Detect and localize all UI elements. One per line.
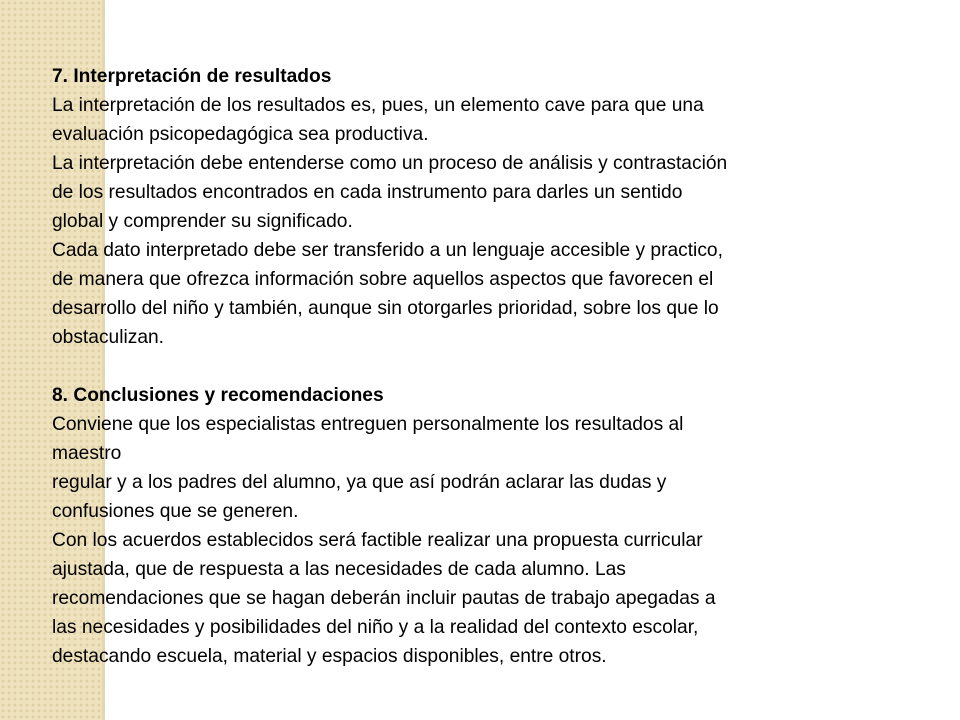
section-7-line: global y comprender su significado. [52, 211, 353, 232]
section-7-line: de los resultados encontrados en cada instrumento para darles un sentido [52, 182, 683, 203]
section-7-line: desarrollo del niño y también, aunque sin otorgarles prioridad, sobre los que lo [52, 298, 719, 319]
section-8-line: confusiones que se generen. [52, 501, 299, 522]
section-7-heading: 7. Interpretación de resultados [52, 66, 332, 87]
section-7-line: evaluación psicopedagógica sea productiva. [52, 124, 429, 145]
section-8-line: regular y a los padres del alumno, ya que así podrán aclarar las dudas y [52, 472, 667, 493]
slide-body [52, 62, 912, 671]
section-spacer [52, 352, 912, 381]
section-8-line: destacando escuela, material y espacios disponibles, entre otros. [52, 646, 607, 667]
section-8-line: Con los acuerdos establecidos será factible realizar una propuesta curricular [52, 530, 703, 551]
section-8-line: las necesidades y posibilidades del niño y a la realidad del contexto escolar, [52, 617, 699, 638]
section-7-line: obstaculizan. [52, 327, 164, 348]
section-8-line: Conviene que los especialistas entreguen personalmente los resultados al [52, 414, 684, 435]
section-7-line: La interpretación debe entenderse como un proceso de análisis y contrastación [52, 153, 728, 174]
section-8-line: maestro [52, 443, 122, 464]
section-8-heading: 8. Conclusiones y recomendaciones [52, 385, 384, 406]
section-8-line: recomendaciones que se hagan deberán incluir pautas de trabajo apegadas a [52, 588, 716, 609]
section-7-line: de manera que ofrezca información sobre aquellos aspectos que favorecen el [52, 269, 714, 290]
section-7-line: La interpretación de los resultados es, pues, un elemento cave para que una [52, 95, 704, 116]
section-8-line: ajustada, que de respuesta a las necesidades de cada alumno. Las [52, 559, 626, 580]
section-7-line: Cada dato interpretado debe ser transferido a un lenguaje accesible y practico, [52, 240, 723, 261]
